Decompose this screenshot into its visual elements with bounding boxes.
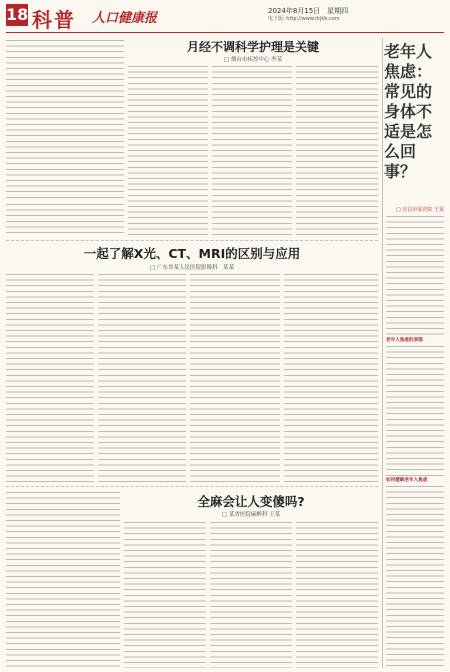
section-divider [6, 486, 378, 487]
page-number: 18 [6, 5, 29, 24]
sidebar-text3 [386, 486, 444, 668]
article3-byline: □ 某省医院麻醉科 王某 [221, 512, 281, 518]
sidebar-heading-1: 老年人焦虑的表现 [386, 338, 423, 343]
article3-col1 [6, 492, 120, 668]
website: 电子版: http://www.rkjkb.com [268, 16, 340, 22]
article3-title: 全麻会让人变傻吗? [197, 494, 305, 509]
article1-title: 月经不调科学护理是关键 [186, 40, 319, 54]
article2-byline: □ 广东省某人民医院影像科 某某 [150, 265, 234, 271]
article2-col4 [284, 274, 378, 482]
sidebar-byline: □ 宜昌市某医院 王某 [396, 207, 444, 213]
article2-title: 一起了解X光、CT、MRI的区别与应用 [83, 246, 301, 261]
article2-col3 [190, 274, 280, 482]
sidebar-heading-2: 如何缓解老年人焦虑 [386, 478, 428, 483]
sidebar-title: 老年人焦虑：常见的身体不适是怎么回事？ [384, 42, 433, 181]
article3-col2 [124, 522, 206, 668]
article1-byline: □ 烟台市疾控中心 李某 [223, 57, 283, 63]
paper-logo: 人口健康报 [92, 11, 158, 26]
issue-date: 2024年8月15日 星期四 [268, 7, 349, 15]
section-title: 科普 [32, 8, 76, 32]
article3-col4 [296, 522, 378, 668]
masthead-rule [6, 32, 444, 33]
article1-left-column-cont [6, 204, 124, 236]
article1-col4 [296, 66, 378, 236]
article1-col2 [128, 66, 208, 236]
article1-left-column [6, 40, 124, 200]
section-divider [6, 240, 378, 241]
sidebar-text2 [386, 346, 444, 476]
column-separator [382, 38, 383, 668]
sidebar-text1 [386, 216, 444, 336]
masthead [0, 0, 450, 32]
article2-col1 [6, 274, 94, 482]
article2-col2 [98, 274, 186, 482]
article1-col3 [212, 66, 292, 236]
article3-col3 [210, 522, 292, 668]
